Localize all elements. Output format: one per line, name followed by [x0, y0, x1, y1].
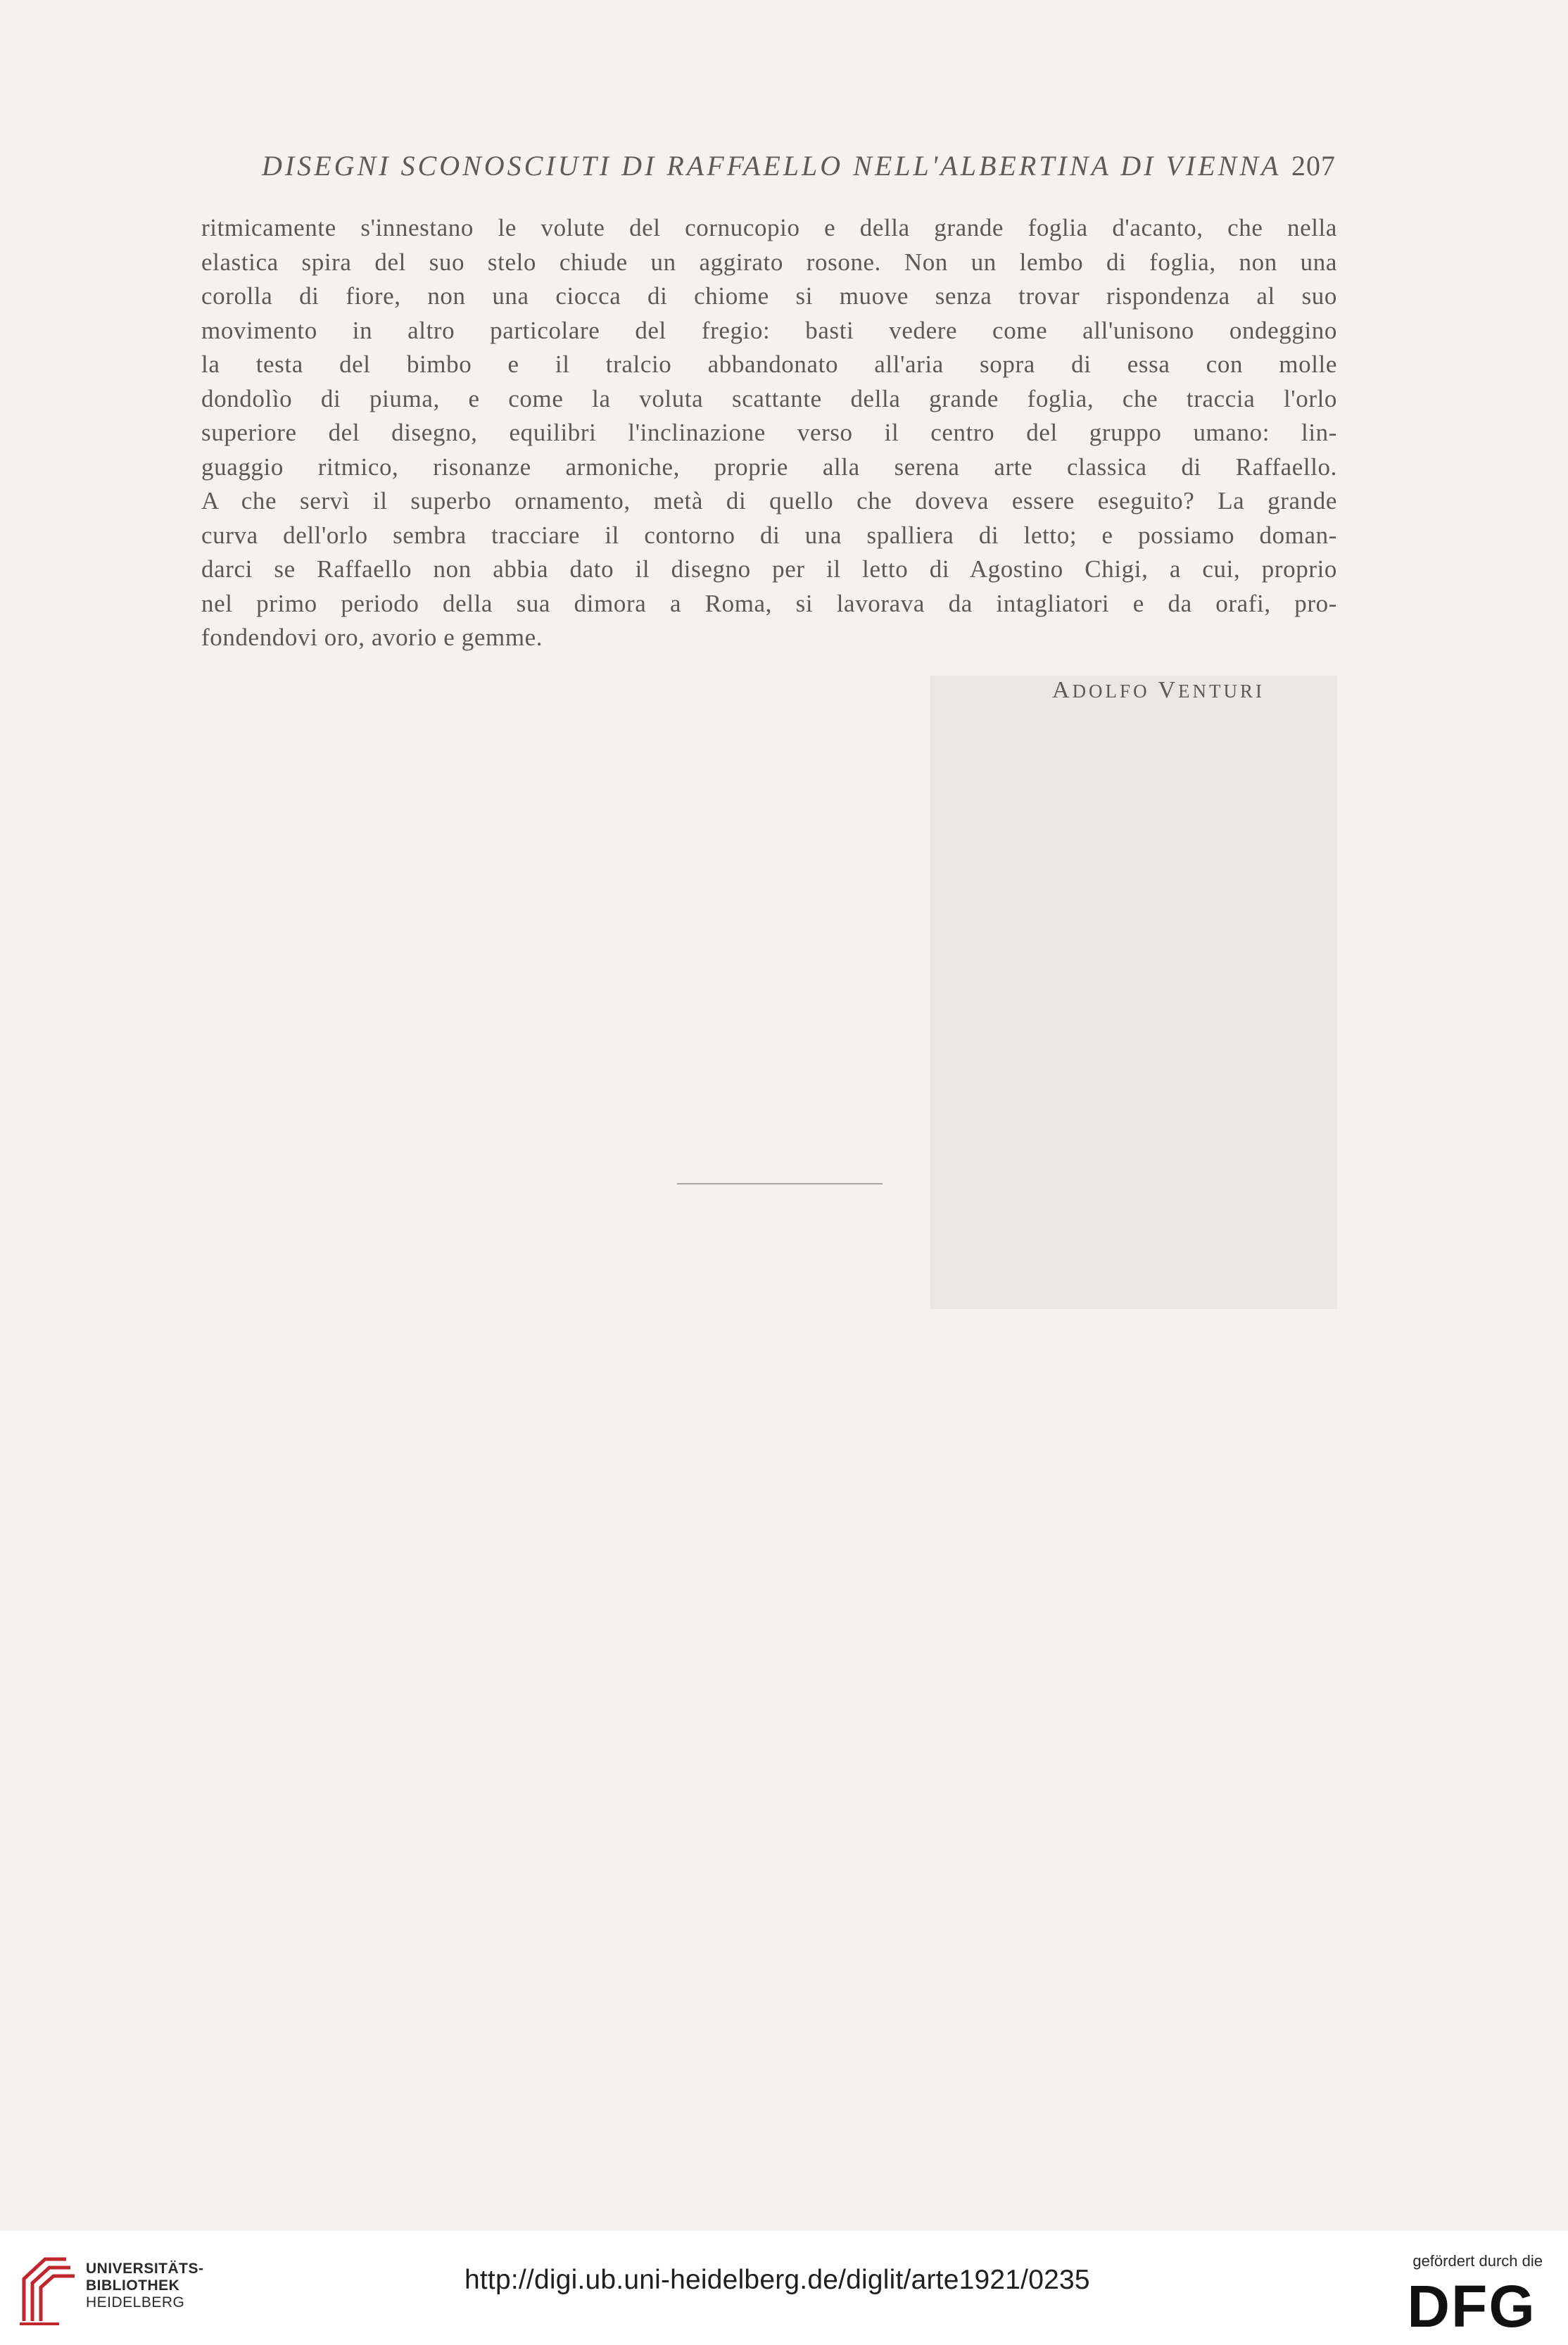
running-head-title: DISEGNI SCONOSCIUTI DI RAFFAELLO NELL'ALBERTINA DI VIENNA [262, 150, 1282, 182]
text-line: superiore del disegno, equilibri l'inclinazione verso il centro del gruppo umano: lin- [201, 419, 1337, 446]
text-line: darci se Raffaello non abbia dato il disegno per il letto di Agostino Chigi, a cui, proprio [201, 555, 1337, 583]
dfg-logo-text: DFG [1407, 2273, 1536, 2334]
library-emblem-icon [17, 2251, 80, 2328]
library-line: BIBLIOTHEK [86, 2277, 180, 2294]
signature-smallcaps: DOLFO [1072, 681, 1150, 702]
text-line: movimento in altro particolare del fregio: basti vedere come all'unisono ondeggino [201, 316, 1337, 344]
signature-initial: A [1052, 677, 1073, 703]
text-line: curva dell'orlo sembra tracciare il contorno di una spalliera di letto; e possiamo doman- [201, 521, 1337, 549]
text-line: nel primo periodo della sua dimora a Roma, si lavorava da intagliatori e da orafi, pro- [201, 589, 1337, 617]
text-line: ritmicamente s'innestano le volute del cornucopio e della grande foglia d'acanto, che nella [201, 214, 1337, 241]
text-line: elastica spira del suo stelo chiude un aggirato rosone. Non un lembo di foglia, non una [201, 248, 1337, 276]
paper-shade [930, 676, 1337, 1309]
text-line: corolla di fiore, non una ciocca di chiome si muove senza trovar rispondenza al suo [201, 282, 1337, 310]
signature-initial: V [1158, 677, 1179, 703]
text-line: la testa del bimbo e il tralcio abbandonato all'aria sopra di essa con molle [201, 350, 1337, 378]
text-line: dondolìo di piuma, e come la voluta scattante della grande foglia, che traccia l'orlo [201, 384, 1337, 412]
author-signature [1052, 677, 1265, 704]
library-line: UNIVERSITÄTS- [86, 2261, 204, 2277]
library-line: HEIDELBERG [86, 2294, 185, 2311]
text-line: guaggio ritmico, risonanze armoniche, proprie alla serena arte classica di Raffaello. [201, 453, 1337, 481]
signature-smallcaps: ENTURI [1178, 681, 1265, 702]
permalink-url[interactable]: http://digi.ub.uni-heidelberg.de/diglit/arte1921/0235 [464, 2265, 1090, 2295]
body-paragraph [201, 211, 1337, 655]
section-rule [677, 1183, 883, 1184]
digitization-footer [0, 2231, 1568, 2345]
text-line: fondendovi oro, avorio e gemme. [201, 624, 543, 651]
text-line: A che servì il superbo ornamento, metà di quello che doveva essere eseguito? La grande [201, 487, 1337, 514]
funding-caption: gefördert durch die [1412, 2252, 1543, 2270]
running-head [201, 149, 1341, 191]
library-name [86, 2261, 204, 2311]
dfg-logo-icon [1398, 2273, 1545, 2334]
library-logo [17, 2251, 383, 2328]
page-number: 207 [1291, 150, 1336, 182]
